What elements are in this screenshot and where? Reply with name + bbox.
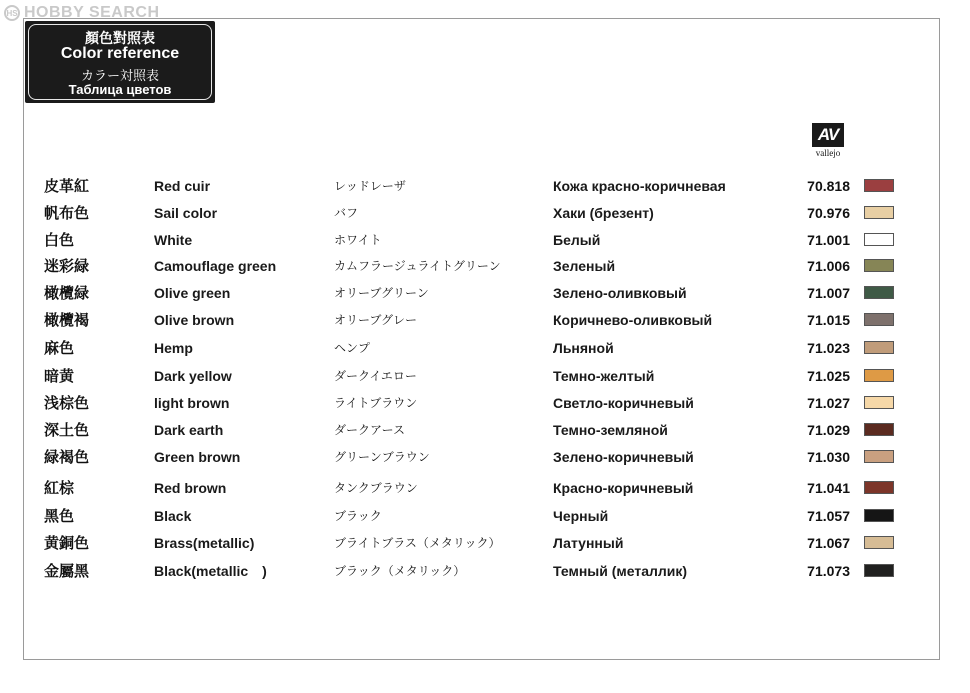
color-row bbox=[0, 255, 970, 277]
color-row bbox=[0, 419, 970, 441]
color-swatch bbox=[864, 369, 894, 382]
color-name-english: Olive green bbox=[154, 285, 231, 301]
color-swatch bbox=[864, 341, 894, 354]
color-code: 71.041 bbox=[807, 480, 850, 496]
color-swatch bbox=[864, 564, 894, 577]
color-swatch bbox=[864, 450, 894, 463]
color-code: 70.818 bbox=[807, 178, 850, 194]
color-row bbox=[0, 229, 970, 251]
color-name-english: Black bbox=[154, 508, 192, 524]
color-name-japanese: オリーブグリーン bbox=[334, 286, 429, 300]
color-name-japanese: ライトブラウン bbox=[334, 396, 418, 410]
color-swatch bbox=[864, 286, 894, 299]
color-name-english: Dark yellow bbox=[154, 368, 232, 384]
color-name-chinese: 浅棕色 bbox=[44, 394, 90, 412]
color-swatch bbox=[864, 481, 894, 494]
color-name-russian: Латунный bbox=[553, 535, 624, 551]
title-chinese: 顏色對照表 bbox=[85, 31, 155, 47]
color-name-russian: Коричнево-оливковый bbox=[553, 312, 713, 328]
color-name-russian: Хаки (брезент) bbox=[553, 205, 654, 221]
color-name-japanese: グリーンブラウン bbox=[334, 450, 430, 464]
color-name-russian: Темный (металлик) bbox=[553, 563, 688, 579]
color-name-russian: Зелено-оливковый bbox=[553, 285, 687, 301]
color-name-chinese: 深土色 bbox=[44, 421, 90, 439]
color-row bbox=[0, 175, 970, 197]
color-row bbox=[0, 337, 970, 359]
watermark-text: HOBBY SEARCH bbox=[24, 4, 160, 21]
color-name-russian: Зеленый bbox=[553, 258, 616, 274]
color-name-english: Black(metallic ) bbox=[154, 563, 267, 579]
color-code: 71.057 bbox=[807, 508, 850, 524]
color-name-russian: Зелено-коричневый bbox=[553, 449, 694, 465]
color-name-japanese: ブラック（メタリック） bbox=[334, 564, 466, 578]
color-name-chinese: 暗黄 bbox=[44, 367, 75, 385]
color-code: 71.027 bbox=[807, 395, 850, 411]
color-name-russian: Темно-желтый bbox=[553, 368, 655, 384]
color-name-chinese: 黄銅色 bbox=[44, 534, 90, 552]
color-name-japanese: ブライトブラス（メタリック） bbox=[334, 536, 501, 550]
color-name-english: Green brown bbox=[154, 449, 241, 465]
color-name-english: Sail color bbox=[154, 205, 218, 221]
color-row bbox=[0, 282, 970, 304]
brand-name: vallejo bbox=[815, 148, 841, 158]
color-name-english: Red brown bbox=[154, 480, 227, 496]
color-name-chinese: 迷彩緑 bbox=[44, 257, 90, 275]
color-name-chinese: 黑色 bbox=[44, 507, 75, 525]
color-code: 71.023 bbox=[807, 340, 850, 356]
color-name-russian: Красно-коричневый bbox=[553, 480, 694, 496]
color-name-chinese: 橄欖緑 bbox=[44, 284, 90, 302]
color-row bbox=[0, 202, 970, 224]
color-name-japanese: ヘンプ bbox=[334, 341, 371, 355]
color-name-english: light brown bbox=[154, 395, 230, 411]
color-swatch bbox=[864, 396, 894, 409]
watermark-logo-icon: HS bbox=[4, 5, 20, 21]
color-name-russian: Льняной bbox=[553, 340, 614, 356]
color-name-english: White bbox=[154, 232, 193, 248]
color-code: 71.025 bbox=[807, 368, 850, 384]
color-swatch bbox=[864, 509, 894, 522]
color-code: 71.015 bbox=[807, 312, 850, 328]
color-swatch bbox=[864, 259, 894, 272]
color-name-chinese: 緑褐色 bbox=[44, 448, 90, 466]
title-japanese: カラー対照表 bbox=[80, 69, 159, 84]
color-code: 71.067 bbox=[807, 535, 850, 551]
color-name-chinese: 皮革紅 bbox=[44, 177, 90, 195]
color-code: 71.029 bbox=[807, 422, 850, 438]
color-name-japanese: バフ bbox=[334, 206, 359, 220]
color-code: 71.006 bbox=[807, 258, 850, 274]
av-logo-icon: AV bbox=[812, 123, 844, 147]
color-name-japanese: オリーブグレー bbox=[334, 313, 418, 327]
color-name-russian: Белый bbox=[553, 232, 601, 248]
color-name-russian: Черный bbox=[553, 508, 609, 524]
color-code: 70.976 bbox=[807, 205, 850, 221]
title-russian: Таблица цветов bbox=[68, 82, 172, 97]
color-name-chinese: 麻色 bbox=[44, 339, 75, 357]
vallejo-logo bbox=[811, 123, 845, 158]
title-english: Color reference bbox=[60, 45, 180, 62]
color-code: 71.073 bbox=[807, 563, 850, 579]
color-row bbox=[0, 309, 970, 331]
color-swatch bbox=[864, 423, 894, 436]
color-name-russian: Кожа красно-коричневая bbox=[553, 178, 726, 194]
color-name-english: Hemp bbox=[154, 340, 193, 356]
color-name-russian: Светло-коричневый bbox=[553, 395, 694, 411]
color-row bbox=[0, 392, 970, 414]
color-row bbox=[0, 446, 970, 468]
color-name-chinese: 白色 bbox=[44, 231, 75, 249]
color-row bbox=[0, 532, 970, 554]
color-name-japanese: カムフラージュライトグリーン bbox=[334, 259, 501, 273]
color-row bbox=[0, 505, 970, 527]
color-name-russian: Темно-земляной bbox=[553, 422, 668, 438]
color-name-japanese: レッドレーザ bbox=[334, 179, 406, 193]
color-swatch bbox=[864, 179, 894, 192]
color-row bbox=[0, 477, 970, 499]
color-name-chinese: 紅棕 bbox=[44, 479, 75, 497]
title-plaque bbox=[25, 21, 215, 103]
color-name-english: Brass(metallic) bbox=[154, 535, 255, 551]
color-swatch bbox=[864, 233, 894, 246]
color-name-english: Red cuir bbox=[154, 178, 211, 194]
color-name-chinese: 帆布色 bbox=[44, 204, 90, 222]
color-name-japanese: タンクブラウン bbox=[334, 481, 418, 495]
color-name-chinese: 橄欖褐 bbox=[44, 311, 90, 329]
color-swatch bbox=[864, 536, 894, 549]
color-code: 71.030 bbox=[807, 449, 850, 465]
color-name-english: Camouflage green bbox=[154, 258, 277, 274]
color-name-chinese: 金屬黑 bbox=[44, 562, 90, 580]
color-swatch bbox=[864, 206, 894, 219]
color-row bbox=[0, 365, 970, 387]
color-row bbox=[0, 560, 970, 582]
color-name-japanese: ホワイト bbox=[334, 233, 382, 247]
color-swatch bbox=[864, 313, 894, 326]
color-name-japanese: ダークアース bbox=[334, 423, 406, 437]
color-name-english: Dark earth bbox=[154, 422, 224, 438]
color-name-japanese: ダークイエロー bbox=[334, 369, 417, 383]
color-code: 71.001 bbox=[807, 232, 850, 248]
color-name-english: Olive brown bbox=[154, 312, 235, 328]
color-code: 71.007 bbox=[807, 285, 850, 301]
color-name-japanese: ブラック bbox=[334, 509, 382, 523]
